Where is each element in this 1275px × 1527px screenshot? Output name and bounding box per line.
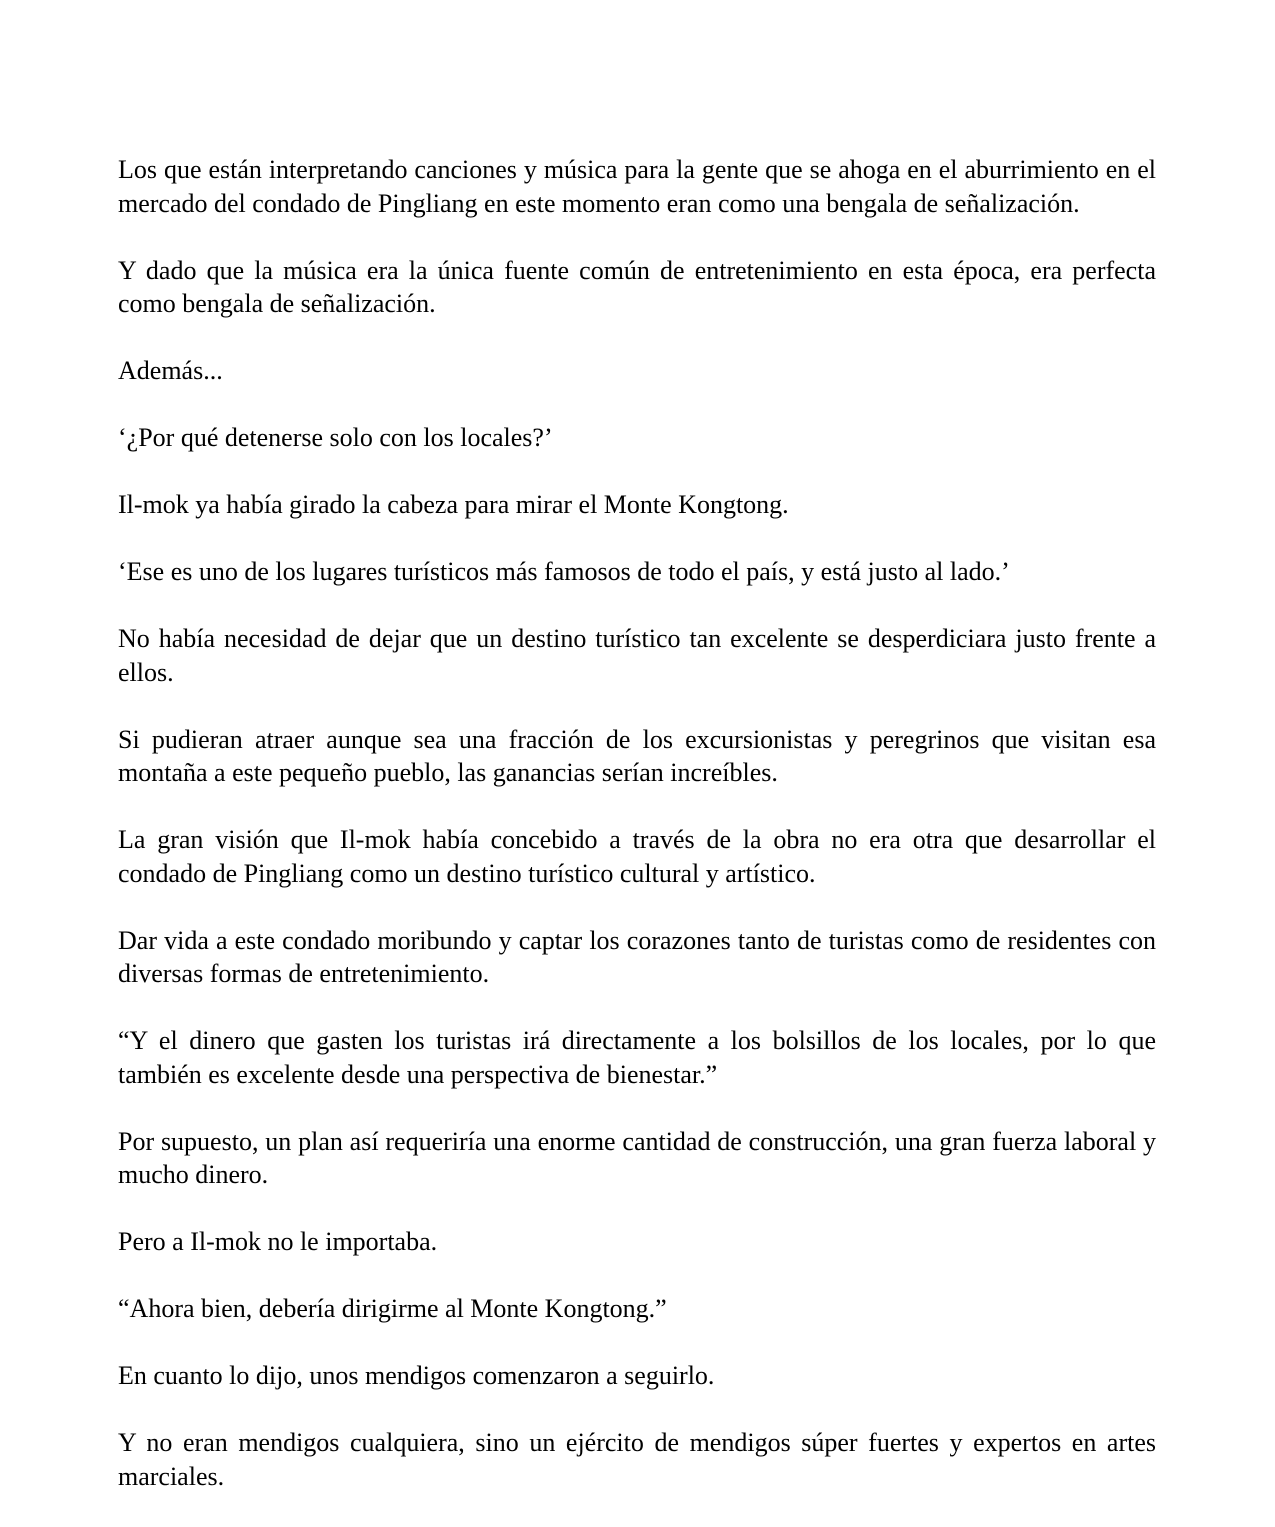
paragraph-3: Además... [118, 356, 223, 385]
paragraph-7: No había necesidad de dejar que un destino turístico tan excelente se desperdiciara justo frente a ellos. [118, 624, 1156, 687]
paragraph-6: ‘Ese es uno de los lugares turísticos más famosos de todo el país, y está justo al lado.’ [118, 557, 1010, 586]
paragraph-12: Por supuesto, un plan así requeriría una enorme cantidad de construcción, una gran fuerza laboral y mucho dinero. [118, 1126, 1156, 1189]
paragraph-14: “Ahora bien, debería dirigirme al Monte Kongtong.” [118, 1294, 667, 1323]
paragraph-11: “Y el dinero que gasten los turistas irá directamente a los bolsillos de los locales, por lo que también es excelente desde una perspectiva de bienestar.” [118, 1026, 1156, 1089]
paragraph-10: Dar vida a este condado moribundo y captar los corazones tanto de turistas como de residentes con diversas formas de entretenimiento. [118, 925, 1156, 988]
paragraph-5: Il-mok ya había girado la cabeza para mirar el Monte Kongtong. [118, 490, 789, 519]
paragraph-4: ‘¿Por qué detenerse solo con los locales?’ [118, 423, 553, 452]
paragraph-9: La gran visión que Il-mok había concebido a través de la obra no era otra que desarrollar el condado de Pingliang como un destino turístico cultural y artístico. [118, 825, 1156, 888]
document-page [118, 153, 1156, 1527]
paragraph-15: En cuanto lo dijo, unos mendigos comenzaron a seguirlo. [118, 1361, 715, 1390]
paragraph-8: Si pudieran atraer aunque sea una fracción de los excursionistas y peregrinos que visitan esa montaña a este pequeño pueblo, las ganancias serían increíbles. [118, 724, 1156, 787]
paragraph-13: Pero a Il-mok no le importaba. [118, 1227, 438, 1256]
paragraph-1: Los que están interpretando canciones y música para la gente que se ahoga en el aburrimiento en el mercado del condado de Pingliang en este momento eran como una bengala de señalización. [118, 155, 1156, 218]
paragraph-16: Y no eran mendigos cualquiera, sino un ejército de mendigos súper fuertes y expertos en artes marciales. [118, 1428, 1156, 1491]
paragraph-2: Y dado que la música era la única fuente común de entretenimiento en esta época, era perfecta como bengala de señalización. [118, 255, 1156, 318]
